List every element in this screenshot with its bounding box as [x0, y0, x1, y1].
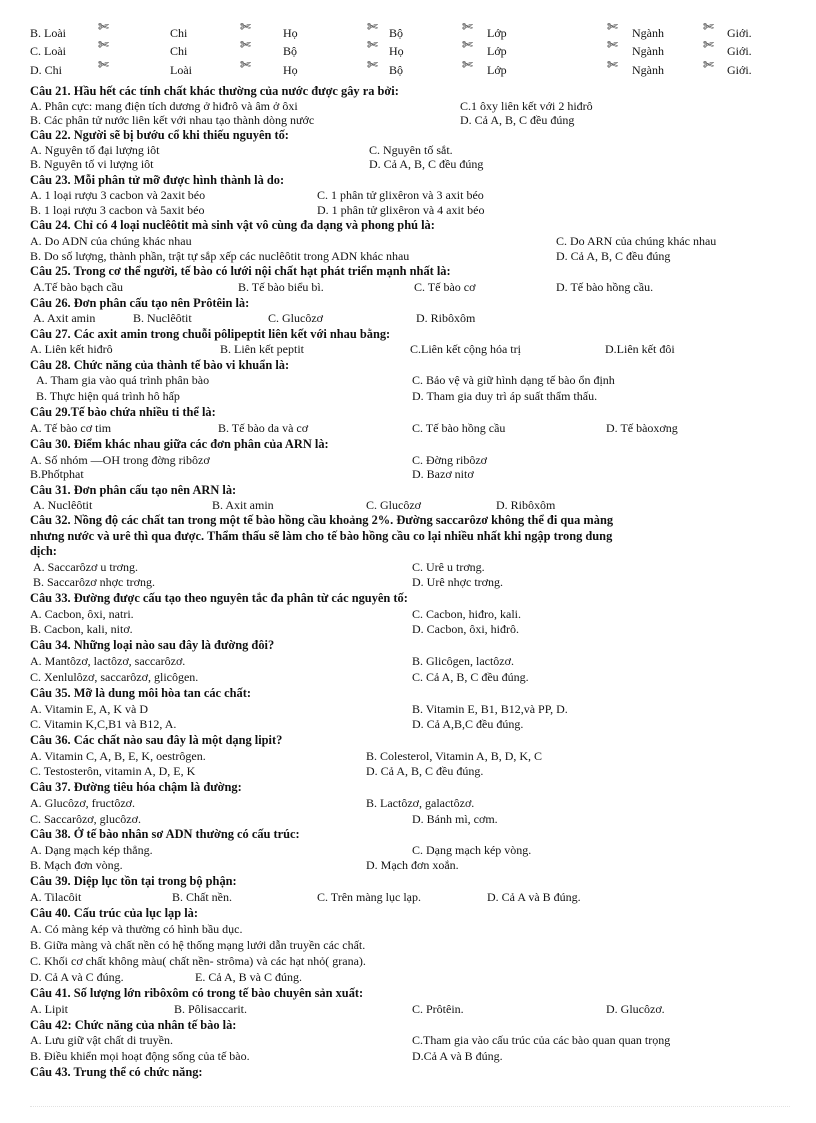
- answer-option: D. Cả A,B,C đều đúng.: [412, 717, 524, 731]
- answer-option: A. Nguyên tố đại lượng iôt: [30, 143, 160, 157]
- answer-option: A. Dạng mạch kép thẳng.: [30, 843, 153, 857]
- answer-option: D. Cả A, B, C đều đúng: [556, 249, 671, 263]
- answer-option: D. Cả A và B đúng.: [487, 890, 581, 904]
- answer-option: D. Cả A, B, C đều đúng.: [366, 764, 484, 778]
- answer-option: A. Mantôzơ, lactôzơ, saccarôzơ.: [30, 654, 186, 668]
- answer-option: B. Saccarôzơ nhợc trơng.: [33, 575, 155, 589]
- answer-option: B. Pôlisaccarit.: [174, 1002, 247, 1016]
- answer-option: B. Liên kết peptit: [220, 342, 304, 356]
- row-1-item-7: Giới.: [727, 26, 752, 40]
- question-heading: Câu 22. Người sẽ bị bướu cổ khi thiếu nguyên tố:: [30, 128, 289, 142]
- scissors-icon: ✄: [607, 57, 618, 72]
- answer-option: C. Cả A, B, C đều đúng.: [412, 670, 529, 684]
- answer-option: A. Có màng kép và thường có hình bầu dục.: [30, 922, 243, 936]
- question-heading: Câu 34. Những loại nào sau đây là đường đôi?: [30, 638, 275, 652]
- scissors-icon: ✄: [98, 57, 109, 72]
- answer-option: B. Tế bào da và cơ: [218, 421, 309, 435]
- scissors-icon: ✄: [703, 19, 714, 34]
- answer-option: C. 1 phân tử glixêron và 3 axit béo: [317, 188, 484, 202]
- answer-option: A. Vitamin C, A, B, E, K, oestrôgen.: [30, 749, 206, 763]
- row-1-item-3: Họ: [283, 26, 298, 40]
- question-heading: Câu 41. Số lượng lớn ribôxôm có trong tế bào chuyên sản xuất:: [30, 986, 364, 1000]
- question-heading: nhưng nước và urê thì qua được. Thẩm thấu sẽ làm cho tế bào hồng cầu co lại nhiều nhất khi ngập trong dung: [30, 529, 613, 543]
- answer-option: A. Tilacôit: [30, 890, 82, 904]
- answer-option: D. Bazơ nitơ: [412, 467, 474, 481]
- answer-option: D. Cacbon, ôxi, hiđrô.: [412, 622, 519, 636]
- row-3-item-7: Giới.: [727, 63, 752, 77]
- question-heading: Câu 36. Các chất nào sau đây là một dạng lipit?: [30, 733, 283, 747]
- question-heading: Câu 27. Các axit amin trong chuỗi pôlipeptit liên kết với nhau bằng:: [30, 327, 391, 341]
- answer-option: A. Axit amin: [33, 311, 96, 325]
- row-2-item-3: Bộ: [283, 44, 298, 58]
- question-heading: Câu 23. Mỗi phân tử mỡ được hình thành là do:: [30, 173, 285, 187]
- answer-option: D. Ribôxôm: [496, 498, 556, 512]
- answer-option: B. Nuclêôtit: [133, 311, 192, 325]
- answer-option: B. Vitamin E, B1, B12,và PP, D.: [412, 702, 568, 716]
- answer-option: C. Bảo vệ và giữ hình dạng tế bào ổn định: [412, 373, 615, 387]
- row-3-item-2: Loài: [170, 63, 192, 77]
- scissors-icon: ✄: [98, 37, 109, 52]
- row-2-item-4: Họ: [389, 44, 404, 58]
- scissors-icon: ✄: [367, 57, 378, 72]
- answer-option: A. Tế bào cơ tim: [30, 421, 112, 435]
- answer-option: C. Prôtêin.: [412, 1002, 464, 1016]
- answer-option: C. Tế bào hồng cầu: [412, 421, 506, 435]
- row-2-item-7: Giới.: [727, 44, 752, 58]
- answer-option: D. Tham gia duy trì áp suất thẩm thấu.: [412, 389, 598, 403]
- answer-option: D. Tế bàoxơng: [606, 421, 678, 435]
- scissors-icon: ✄: [462, 19, 473, 34]
- answer-option: D. Bánh mì, cơm.: [412, 812, 498, 826]
- answer-option: A. Do ADN của chúng khác nhau: [30, 234, 192, 248]
- answer-option: C. Đờng ribôzơ: [412, 453, 488, 467]
- answer-option: C. Glucôzơ: [268, 311, 324, 325]
- question-heading: Câu 38. Ở tế bào nhân sơ ADN thường có cấu trúc:: [30, 827, 300, 841]
- row-1-item-1: B. Loài: [30, 26, 66, 40]
- answer-option: B. Giữa màng và chất nền có hệ thống mạng lưới dẫn truyền các chất.: [30, 938, 366, 952]
- row-1-item-5: Lớp: [487, 26, 507, 40]
- answer-option: D. Cả A và C đúng.: [30, 970, 124, 984]
- answer-option: C. Dạng mạch kép vòng.: [412, 843, 532, 857]
- question-heading: Câu 29.Tế bào chứa nhiều ti thể là:: [30, 405, 216, 419]
- question-heading: Câu 39. Diệp lục tồn tại trong bộ phận:: [30, 874, 237, 888]
- scissors-icon: ✄: [703, 37, 714, 52]
- answer-option: E. Cả A, B và C đúng.: [195, 970, 302, 984]
- answer-option: A. Tham gia vào quá trình phân bào: [36, 373, 210, 387]
- scissors-icon: ✄: [703, 57, 714, 72]
- question-heading: Câu 43. Trung thể có chức năng:: [30, 1065, 203, 1079]
- question-heading: Câu 35. Mỡ là dung môi hòa tan các chất:: [30, 686, 251, 700]
- answer-option: C. Saccarôzơ, glucôzơ.: [30, 812, 141, 826]
- answer-option: D. Ribôxôm: [416, 311, 476, 325]
- answer-option: C. Testosterôn, vitamin A, D, E, K: [30, 764, 196, 778]
- answer-option: B. Colesterol, Vitamin A, B, D, K, C: [366, 749, 543, 763]
- answer-option: A. Lưu giữ vật chất di truyền.: [30, 1033, 173, 1047]
- row-1-item-4: Bộ: [389, 26, 404, 40]
- question-heading: Câu 21. Hầu hết các tính chất khác thường của nước được gây ra bởi:: [30, 84, 399, 98]
- answer-option: A. Liên kết hiđrô: [30, 342, 113, 356]
- answer-option: B. Chất nền.: [172, 890, 232, 904]
- row-3-item-6: Ngành: [632, 63, 664, 77]
- answer-option: D. Cả A, B, C đều đúng: [460, 113, 575, 127]
- answer-option: C.Tham gia vào cấu trúc của các bào quan quan trọng: [412, 1033, 671, 1047]
- answer-option: D. Mạch đơn xoắn.: [366, 858, 459, 872]
- scissors-icon: ✄: [240, 37, 251, 52]
- question-heading: Câu 33. Đường được cấu tạo theo nguyên tắc đa phân từ các nguyên tố:: [30, 591, 408, 605]
- answer-option: B. Do số lượng, thành phần, trật tự sắp xếp các nuclêôtit trong ADN khác nhau: [30, 249, 410, 263]
- question-heading: Câu 31. Đơn phân cấu tạo nên ARN là:: [30, 483, 237, 497]
- scissors-icon: ✄: [240, 57, 251, 72]
- question-heading: Câu 26. Đơn phân cấu tạo nên Prôtêin là:: [30, 296, 250, 310]
- answer-option: C. Tế bào cơ: [414, 280, 476, 294]
- page-bottom-rule: [30, 1106, 790, 1107]
- answer-option: C. Khối cơ chất không màu( chất nền- strôma) và các hạt nhỏ( grana).: [30, 954, 366, 968]
- answer-option: B. Glicôgen, lactôzơ.: [412, 654, 514, 668]
- question-heading: dịch:: [30, 544, 57, 558]
- row-2-item-1: C. Loài: [30, 44, 66, 58]
- answer-option: B. Mạch đơn vòng.: [30, 858, 123, 872]
- answer-option: A. Saccarôzơ u trơng.: [33, 560, 138, 574]
- row-3-item-3: Họ: [283, 63, 298, 77]
- scissors-icon: ✄: [367, 37, 378, 52]
- row-2-item-6: Ngành: [632, 44, 664, 58]
- question-heading: Câu 32. Nồng độ các chất tan trong một tế bào hồng cầu khoảng 2%. Đường saccarôzơ không thể đi qua màng: [30, 513, 614, 527]
- answer-option: B.Phốtphat: [30, 467, 84, 481]
- answer-option: B. Axit amin: [212, 498, 274, 512]
- answer-option: C. Vitamin K,C,B1 và B12, A.: [30, 717, 177, 731]
- answer-option: D. Cả A, B, C đều đúng: [369, 157, 484, 171]
- scissors-icon: ✄: [367, 19, 378, 34]
- scissors-icon: ✄: [462, 57, 473, 72]
- answer-option: A. Phân cực: mang điện tích dương ở hiđrô và âm ở ôxi: [30, 99, 298, 113]
- answer-option: C. Xenlulôzơ, saccarôzơ, glicôgen.: [30, 670, 199, 684]
- answer-option: D.Cả A và B đúng.: [412, 1049, 503, 1063]
- question-heading: Câu 37. Đường tiêu hóa chậm là đường:: [30, 780, 242, 794]
- question-heading: Câu 28. Chức năng của thành tế bào vi khuẩn là:: [30, 358, 290, 372]
- answer-option: D. Urê nhợc trơng.: [412, 575, 504, 589]
- scissors-icon: ✄: [240, 19, 251, 34]
- answer-option: A. Nuclêôtit: [33, 498, 93, 512]
- answer-option: B. Lactôzơ, galactôzơ.: [366, 796, 475, 810]
- answer-option: B. Các phân tử nước liên kết với nhau tạo thành dòng nước: [30, 113, 315, 127]
- question-heading: Câu 24. Chỉ có 4 loại nuclêôtit mà sinh vật vô cùng đa dạng và phong phú là:: [30, 218, 435, 232]
- answer-option: B. Nguyên tố vi lượng iôt: [30, 157, 154, 171]
- answer-option: C. Do ARN của chúng khác nhau: [556, 234, 717, 248]
- answer-option: A. Glucôzơ, fructôzơ.: [30, 796, 135, 810]
- row-3-item-5: Lớp: [487, 63, 507, 77]
- answer-option: B. Tế bào biểu bì.: [238, 280, 324, 294]
- scissors-icon: ✄: [607, 19, 618, 34]
- question-heading: Câu 40. Cấu trúc của lục lạp là:: [30, 906, 198, 920]
- answer-option: C. Nguyên tố sắt.: [369, 143, 453, 157]
- answer-option: C.1 ôxy liên kết với 2 hiđrô: [460, 99, 593, 113]
- row-2-item-5: Lớp: [487, 44, 507, 58]
- question-heading: Câu 30. Điểm khác nhau giữa các đơn phân của ARN là:: [30, 437, 329, 451]
- answer-option: A. Vitamin E, A, K và D: [30, 702, 149, 716]
- answer-option: A. 1 loại rượu 3 cacbon và 2axit béo: [30, 188, 206, 202]
- answer-option: A. Cacbon, ôxi, natri.: [30, 607, 134, 621]
- answer-option: C.Liên kết cộng hóa trị: [410, 342, 521, 356]
- question-heading: Câu 25. Trong cơ thể người, tế bào có lưới nội chất hạt phát triển mạnh nhất là:: [30, 264, 451, 278]
- answer-option: D. Glucôzơ.: [606, 1002, 665, 1016]
- answer-option: A. Lipit: [30, 1002, 68, 1016]
- answer-option: B. 1 loại rượu 3 cacbon và 5axit béo: [30, 203, 205, 217]
- answer-option: B. Thực hiện quá trình hô hấp: [36, 389, 180, 403]
- row-2-item-2: Chi: [170, 44, 188, 58]
- answer-option: C. Trên màng lục lạp.: [317, 890, 421, 904]
- answer-option: B. Điều khiển mọi hoạt động sống của tế bào.: [30, 1049, 250, 1063]
- answer-option: B. Cacbon, kali, nitơ.: [30, 622, 133, 636]
- row-1-item-6: Ngành: [632, 26, 664, 40]
- answer-option: C. Cacbon, hiđro, kali.: [412, 607, 521, 621]
- answer-option: A.Tế bào bạch cầu: [33, 280, 123, 294]
- answer-option: C. Glucôzơ: [366, 498, 422, 512]
- row-3-item-1: D. Chi: [30, 63, 63, 77]
- row-3-item-4: Bộ: [389, 63, 404, 77]
- scissors-icon: ✄: [607, 37, 618, 52]
- answer-option: A. Số nhóm —OH trong đờng ribôzơ: [30, 453, 210, 467]
- answer-option: C. Urê u trơng.: [412, 560, 485, 574]
- scissors-icon: ✄: [98, 19, 109, 34]
- question-heading: Câu 42: Chức năng của nhân tế bào là:: [30, 1018, 237, 1032]
- answer-option: D. 1 phân tử glixêron và 4 axit béo: [317, 203, 485, 217]
- scissors-icon: ✄: [462, 37, 473, 52]
- answer-option: D.Liên kết đôi: [605, 342, 675, 356]
- row-1-item-2: Chi: [170, 26, 188, 40]
- answer-option: D. Tế bào hồng cầu.: [556, 280, 654, 294]
